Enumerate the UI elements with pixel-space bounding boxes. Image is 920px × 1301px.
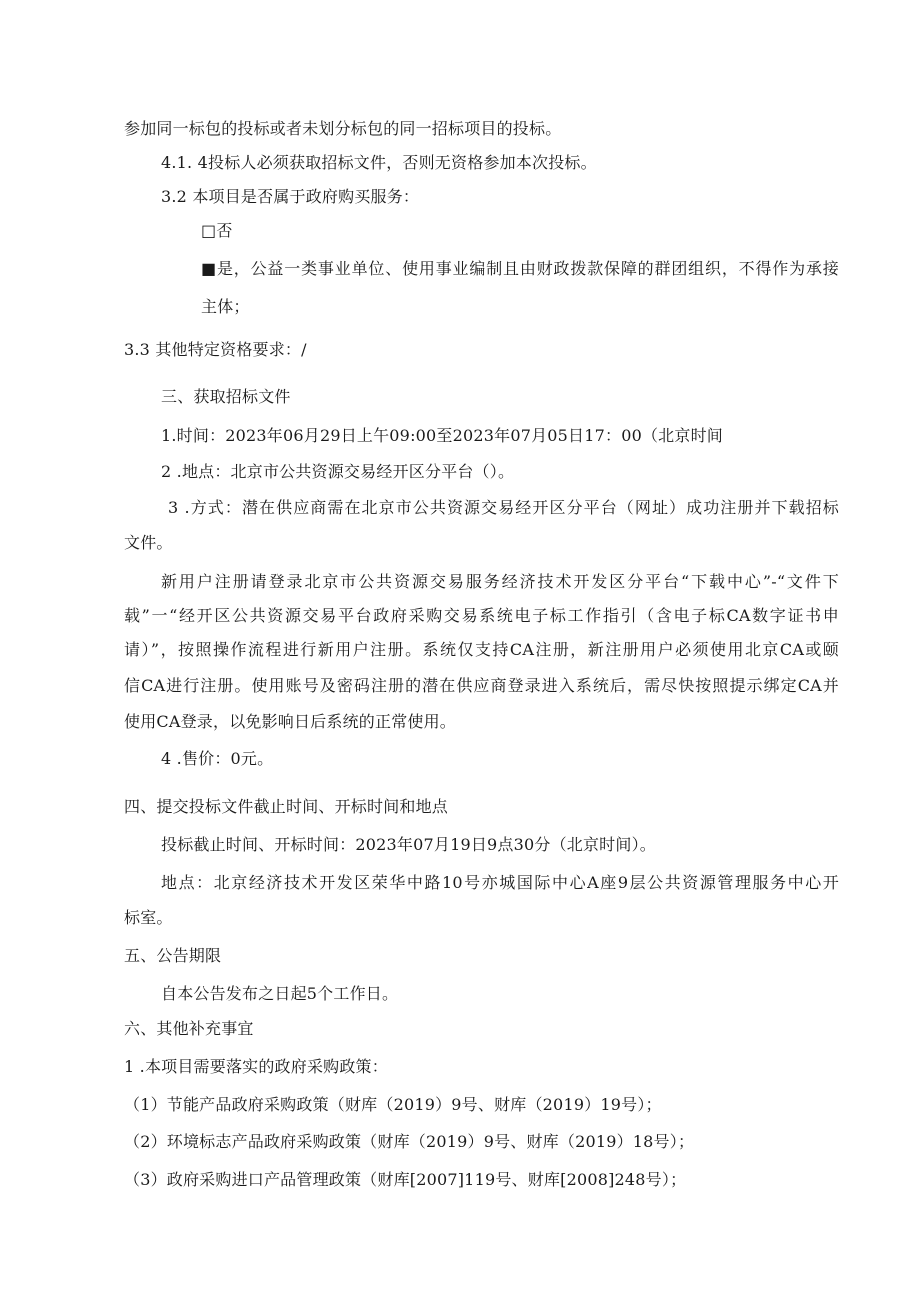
section-heading: 五、公告期限 bbox=[124, 946, 222, 965]
checkbox-yes: ■是，公益一类事业单位、使用事业编制且由财政拨款保障的群团组织，不得作为承接 bbox=[201, 259, 839, 278]
text-line: 文件。 bbox=[124, 533, 173, 552]
text-line: 使用CA登录，以免影响日后系统的正常使用。 bbox=[124, 712, 456, 731]
list-item: （3）政府采购进口产品管理政策（财库[2007]119号、财库[2008]248号）； bbox=[124, 1170, 687, 1189]
text-line: 地点：北京经济技术开发区荣华中路10号亦城国际中心A座9层公共资源管理服务中心开 bbox=[161, 873, 839, 892]
text-line: 4 .售价：0元。 bbox=[161, 749, 274, 768]
list-item: （1）节能产品政府采购政策（财库（2019）9号、财库（2019）19号）； bbox=[124, 1095, 662, 1114]
section-heading: 三、获取招标文件 bbox=[161, 387, 291, 406]
text-line: 标室。 bbox=[124, 908, 173, 927]
text-line: 信CA进行注册。使用账号及密码注册的潜在供应商登录进入系统后，需尽快按照提示绑定CA并 bbox=[124, 676, 839, 695]
text-line: 3.3 其他特定资格要求：/ bbox=[124, 340, 307, 359]
text-line: 3.2 本项目是否属于政府购买服务： bbox=[161, 187, 420, 206]
text-line: 投标截止时间、开标时间：2023年07月19日9点30分（北京时间）。 bbox=[161, 835, 656, 854]
text-line: 主体； bbox=[201, 297, 250, 316]
text-line: 请）”，按照操作流程进行新用户注册。系统仅支持CA注册，新注册用户必须使用北京CA或颐 bbox=[124, 640, 839, 659]
section-heading: 四、提交投标文件截止时间、开标时间和地点 bbox=[124, 797, 449, 816]
text-line: 1 .本项目需要落实的政府采购政策： bbox=[124, 1057, 388, 1076]
section-heading: 六、其他补充事宜 bbox=[124, 1019, 254, 1038]
text-line: 4.1. 4投标人必须获取招标文件，否则无资格参加本次投标。 bbox=[161, 153, 597, 172]
text-line: 自本公告发布之日起5个工作日。 bbox=[161, 984, 399, 1003]
list-item: （2）环境标志产品政府采购政策（财库（2019）9号、财库（2019）18号）； bbox=[124, 1132, 695, 1151]
text-line: 载”一“经开区公共资源交易平台政府采购交易系统电子标工作指引（含电子标CA数字证书申 bbox=[124, 606, 839, 625]
text-line: 2 .地点：北京市公共资源交易经开区分平台（）。 bbox=[161, 462, 515, 481]
text-line: 新用户注册请登录北京市公共资源交易服务经济技术开发区分平台“下载中心”-“文件下 bbox=[161, 572, 839, 591]
text-line: 3 .方式：潜在供应商需在北京市公共资源交易经开区分平台（网址）成功注册并下载招标 bbox=[168, 498, 839, 517]
checkbox-no: □否 bbox=[201, 221, 233, 240]
text-line: 参加同一标包的投标或者未划分标包的同一招标项目的投标。 bbox=[124, 119, 562, 138]
text-line: 1.时间：2023年06月29日上午09:00至2023年07月05日17：00（北京时间 bbox=[161, 426, 723, 445]
